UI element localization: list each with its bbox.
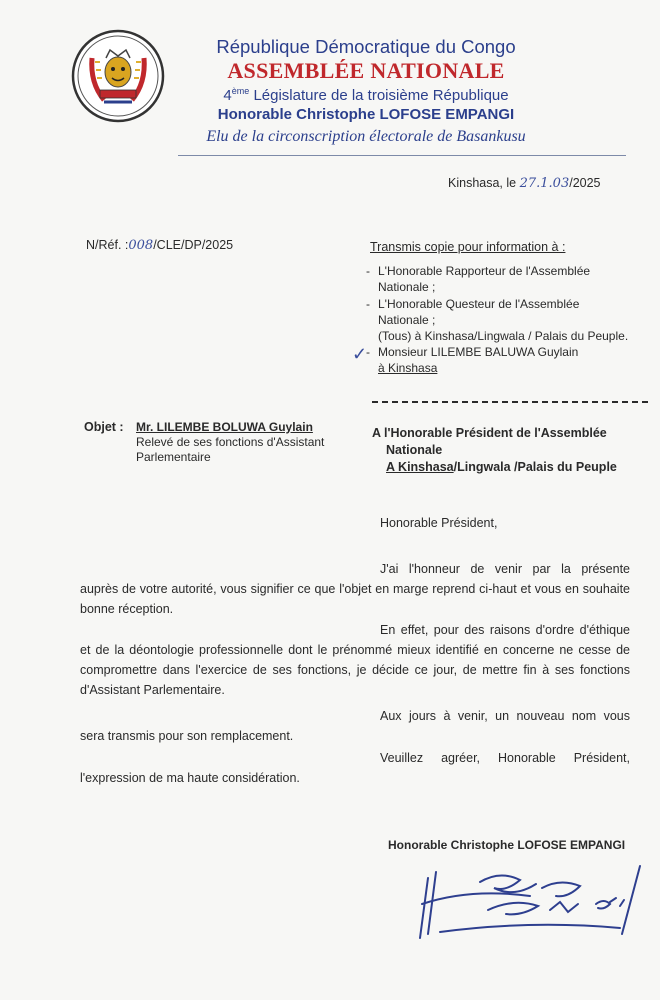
constituency-line: Elu de la circonscription électorale de Basankusu xyxy=(206,128,526,145)
legislature-number: 4 xyxy=(223,87,232,104)
institution-name: ASSEMBLÉE NATIONALE xyxy=(227,58,505,83)
handwritten-signature xyxy=(410,858,650,948)
copy-recipients-list xyxy=(364,263,644,376)
ref-prefix: N/Réf. : xyxy=(86,238,129,252)
paragraph-first-line: En effet, pour des raisons d'ordre d'éthique xyxy=(380,623,630,637)
country-name: République Démocratique du Congo xyxy=(216,36,516,57)
paragraph-text: l'expression de ma haute considération. xyxy=(80,771,300,785)
salutation: Honorable Président, xyxy=(380,516,498,530)
addressee-block xyxy=(372,425,652,476)
member-name: Honorable Christophe LOFOSE EMPANGI xyxy=(217,106,515,123)
paragraph-text: auprès de votre autorité, vous signifier ce que l'objet en marge reprend ci-haut et vous en souhaite bonne réception. xyxy=(80,582,630,616)
legislature-line xyxy=(176,86,556,104)
copy-item: Nationale ; xyxy=(378,280,436,294)
signatory-name: Honorable Christophe LOFOSE EMPANGI xyxy=(388,838,626,852)
reference-number xyxy=(86,238,233,253)
ref-handwritten: 008 xyxy=(128,238,154,253)
copy-item: Nationale ; xyxy=(378,313,436,327)
addressee-line-2: Nationale xyxy=(386,443,443,457)
dashed-separator xyxy=(372,401,648,403)
body-paragraph-3 xyxy=(80,706,630,746)
ref-suffix: /CLE/DP/2025 xyxy=(153,238,234,252)
copy-item: - Monsieur LILEMBE BALUWA Guylain xyxy=(364,344,644,360)
copy-title: Transmis copie pour information à : xyxy=(370,240,566,254)
date-year: /2025 xyxy=(569,176,601,190)
date-place: Kinshasa, le xyxy=(448,176,517,190)
copy-item: - L'Honorable Rapporteur de l'Assemblée xyxy=(364,263,644,279)
addressee-line-3 xyxy=(372,459,652,476)
letter-date xyxy=(448,176,601,191)
copy-item: à Kinshasa xyxy=(378,361,438,375)
date-handwritten: 27.1.03 xyxy=(519,176,570,191)
subject-line-2: Relevé de ses fonctions d'Assistant xyxy=(136,435,325,449)
copy-item: (Tous) à Kinshasa/Lingwala / Palais du Peuple. xyxy=(378,329,629,343)
legislature-ordinal: ème xyxy=(231,86,250,96)
body-paragraph-4 xyxy=(80,748,630,788)
subject-text xyxy=(136,420,346,465)
header-divider xyxy=(178,155,626,156)
paragraph-text: et de la déontologie professionnelle dont le prénommé mieux identifié en concerne ne cesse de compromettre dans l'exercice de ses fonctions, je décide ce jour, de mettre fin à ses fonctions d'Assistant Parlementaire. xyxy=(80,643,630,697)
addressee-city: A Kinshasa xyxy=(386,460,454,474)
subject-line-3: Parlementaire xyxy=(136,450,211,464)
subject-label: Objet : xyxy=(84,420,124,434)
paragraph-first-line: Aux jours à venir, un nouveau nom vous xyxy=(380,709,630,723)
body-paragraph-1 xyxy=(80,559,630,619)
check-mark-icon: ✓ xyxy=(352,344,368,364)
addressee-line-1: A l'Honorable Président de l'Assemblée xyxy=(372,426,607,440)
subject-person: Mr. LILEMBE BOLUWA Guylain xyxy=(136,420,313,434)
paragraph-text: sera transmis pour son remplacement. xyxy=(80,729,294,743)
legislature-text: Législature de la troisième République xyxy=(253,87,509,104)
paragraph-first-line: Veuillez agréer, Honorable Président, xyxy=(380,751,630,765)
paragraph-first-line: J'ai l'honneur de venir par la présente xyxy=(380,562,630,576)
addressee-location: /Lingwala /Palais du Peuple xyxy=(453,460,617,474)
copy-item: - L'Honorable Questeur de l'Assemblée xyxy=(364,296,644,312)
coat-of-arms-emblem xyxy=(70,28,166,124)
body-paragraph-2 xyxy=(80,620,630,700)
